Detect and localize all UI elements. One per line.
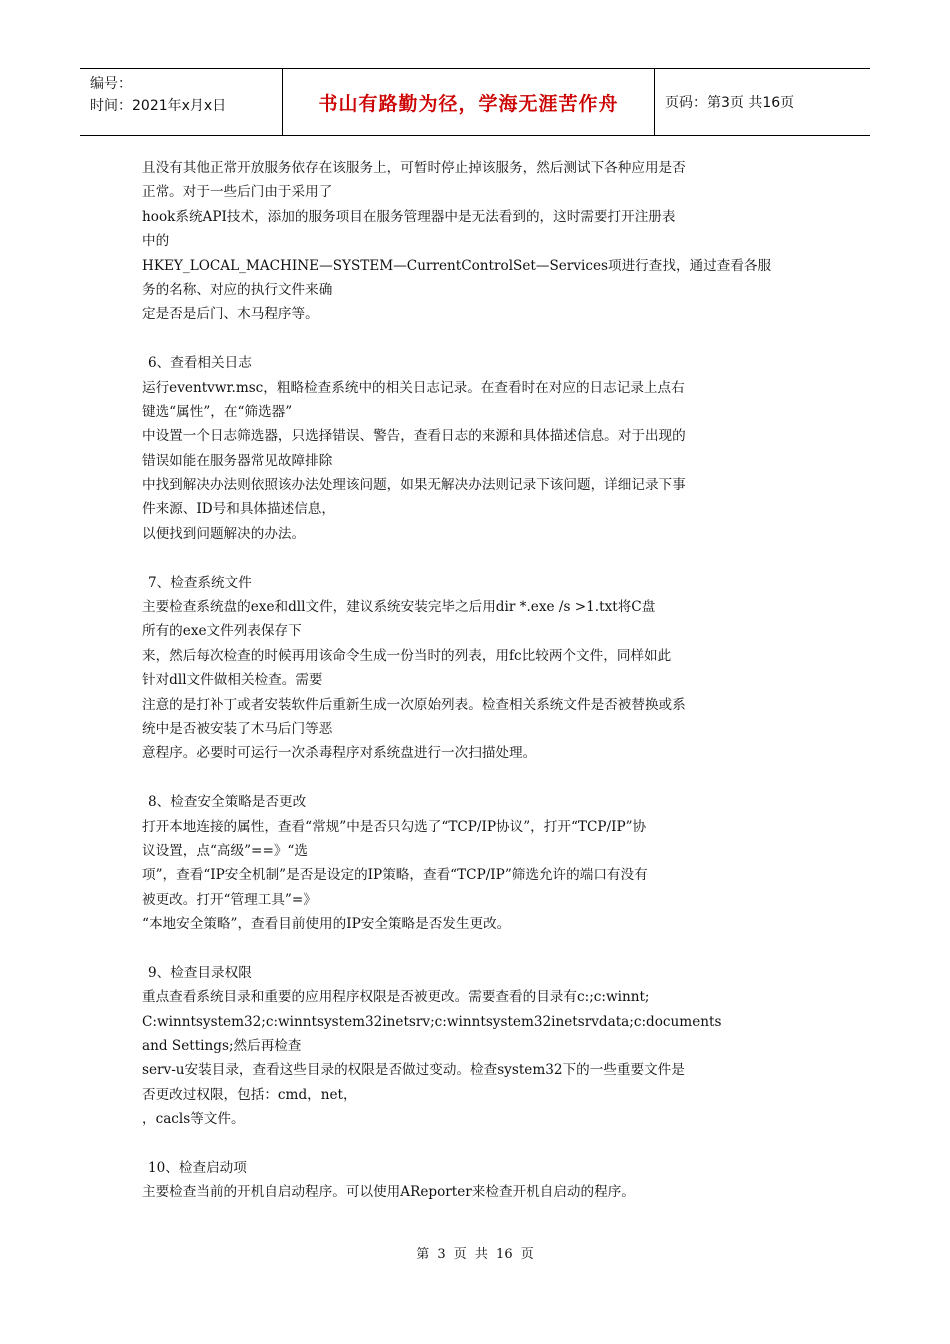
section-heading: 8、检查安全策略是否更改	[148, 794, 307, 811]
section-system-files	[142, 571, 812, 766]
section-startup-items	[142, 1156, 812, 1205]
page-header	[80, 68, 870, 136]
text-line: 被更改。打开“管理工具”=》	[142, 891, 317, 908]
text-line: 且没有其他正常开放服务依存在该服务上，可暂时停止掉该服务，然后测试下各种应用是否	[142, 160, 686, 176]
page-footer: 第 3 页 共 16 页	[416, 1247, 534, 1262]
text-line: and Settings;然后再检查	[142, 1038, 302, 1055]
text-line: “本地安全策略”，查看目前使用的IP安全策略是否发生更改。	[142, 916, 511, 933]
text-line: C:winntsystem32;c:winntsystem32inetsrv;c:winntsystem32inetsrvdata;c:documents	[142, 1013, 722, 1030]
text-line: serv-u安装目录，查看这些目录的权限是否做过变动。检查system32下的一些重要文件是	[142, 1062, 685, 1079]
text-line: 务的名称、对应的执行文件来确	[142, 281, 333, 298]
text-line: ，cacls等文件。	[142, 1111, 245, 1128]
text-line: 来，然后每次检查的时候再用该命令生成一份当时的列表，用fc比较两个文件，同样如此	[142, 647, 672, 664]
text-line: HKEY_LOCAL_MACHINE—SYSTEM—CurrentControlSet—Services项进行查找，通过查看各服	[142, 257, 772, 274]
text-line: 件来源、ID号和具体描述信息，	[142, 501, 335, 518]
section-directory-permissions	[142, 961, 812, 1132]
text-line: hook系统API技术，添加的服务项目在服务管理器中是无法看到的，这时需要打开注册表	[142, 208, 676, 225]
text-line: 打开本地连接的属性，查看“常规”中是否只勾选了“TCP/IP协议”，打开“TCP/IP”协	[142, 818, 647, 835]
text-line: 所有的exe文件列表保存下	[142, 623, 302, 640]
text-line: 主要检查当前的开机自启动程序。可以使用AReporter来检查开机自启动的程序。	[142, 1184, 635, 1201]
intro-paragraph	[142, 156, 812, 327]
text-line: 重点查看系统目录和重要的应用程序权限是否被更改。需要查看的目录有c:;c:winnt;	[142, 989, 650, 1006]
number-label: 编号：	[90, 76, 132, 92]
section-security-policy	[142, 790, 812, 936]
header-meta	[80, 69, 282, 135]
section-heading: 9、检查目录权限	[148, 964, 252, 981]
section-heading: 10、检查启动项	[148, 1160, 247, 1177]
header-motto: 书山有路勤为径，学海无涯苦作舟	[282, 69, 655, 135]
text-line: 注意的是打补丁或者安装软件后重新生成一次原始列表。检查相关系统文件是否被替换或系	[142, 696, 686, 713]
text-line: 键选“属性”，在“筛选器”	[142, 403, 293, 420]
text-line: 项”，查看“IP安全机制”是否是设定的IP策略，查看“TCP/IP”筛选允许的端口有没有	[142, 867, 648, 884]
section-view-logs	[142, 351, 812, 546]
text-line: 定是否是后门、木马程序等。	[142, 306, 319, 323]
header-page-info: 页码：第3页 共16页	[665, 95, 795, 111]
text-line: 议设置，点“高级”==》“选	[142, 842, 308, 859]
section-heading: 6、查看相关日志	[148, 355, 252, 372]
text-line: 中找到解决办法则依照该办法处理该问题，如果无解决办法则记录下该问题，详细记录下事	[142, 477, 686, 494]
date-label: 时间：2021年x月x日	[90, 98, 227, 114]
section-heading: 7、检查系统文件	[148, 574, 252, 591]
text-line: 统中是否被安装了木马后门等恶	[142, 720, 333, 737]
text-line: 否更改过权限，包括：cmd，net，	[142, 1086, 357, 1103]
text-line: 以便找到问题解决的办法。	[142, 525, 306, 542]
text-line: 中设置一个日志筛选器，只选择错误、警告，查看日志的来源和具体描述信息。对于出现的	[142, 428, 686, 445]
text-line: 意程序。必要时可运行一次杀毒程序对系统盘进行一次扫描处理。	[142, 745, 537, 762]
text-line: 针对dll文件做相关检查。需要	[142, 672, 323, 689]
text-line: 正常。对于一些后门由于采用了	[142, 184, 333, 201]
document-body	[142, 156, 812, 1205]
text-line: 错误如能在服务器常见故障排除	[142, 452, 333, 469]
text-line: 主要检查系统盘的exe和dll文件，建议系统安装完毕之后用dir *.exe /s >1.txt将C盘	[142, 599, 656, 616]
text-line: 运行eventvwr.msc，粗略检查系统中的相关日志记录。在查看时在对应的日志记录上点右	[142, 379, 685, 396]
text-line: 中的	[142, 233, 170, 250]
